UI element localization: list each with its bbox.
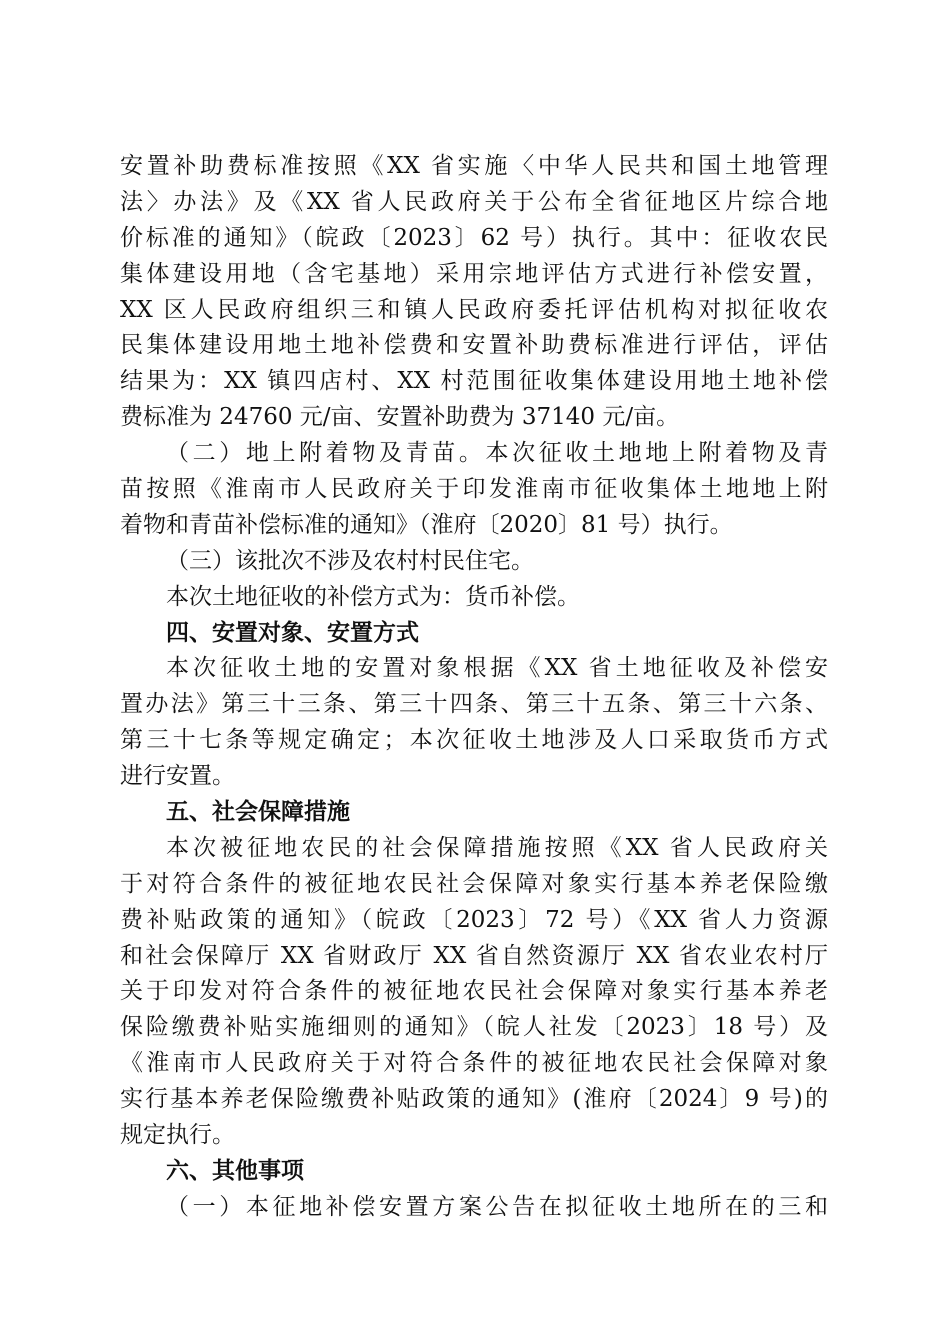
paragraph-line: 着物和青苗补偿标准的通知》（淮府〔2020〕81 号）执行。 — [120, 511, 733, 538]
paragraph-line: 民集体建设用地土地补偿费和安置补助费标准进行评估，评估 — [120, 332, 828, 359]
paragraph-line: 关于印发对符合条件的被征地农民社会保障对象实行基本养老 — [120, 978, 828, 1005]
paragraph-line: 集体建设用地（含宅基地）采用宗地评估方式进行补偿安置， — [120, 260, 828, 287]
paragraph-line: 于对符合条件的被征地农民社会保障对象实行基本养老保险缴 — [120, 870, 828, 897]
paragraph-line: 实行基本养老保险缴费补贴政策的通知》(淮府〔2024〕9 号)的 — [120, 1086, 828, 1113]
paragraph-line: 价标准的通知》（皖政〔2023〕62 号）执行。其中：征收农民 — [120, 224, 828, 251]
paragraph-line: 《淮南市人民政府关于对符合条件的被征地农民社会保障对象 — [120, 1050, 828, 1077]
paragraph-line: 和社会保障厅 XX 省财政厅 XX 省自然资源厅 XX 省农业农村厅 — [120, 942, 828, 969]
paragraph-line: 费补贴政策的通知》（皖政〔2023〕72 号）《XX 省人力资源 — [120, 906, 828, 933]
paragraph-line: 结果为：XX 镇四店村、XX 村范围征收集体建设用地土地补偿 — [120, 368, 828, 395]
paragraph-line: 费标准为 24760 元/亩、安置补助费为 37140 元/亩。 — [120, 404, 680, 431]
paragraph-line: （一）本征地补偿安置方案公告在拟征收土地所在的三和 — [166, 1193, 828, 1220]
paragraph-line: 本次征收土地的安置对象根据《XX 省土地征收及补偿安 — [166, 655, 828, 682]
paragraph-line: 保险缴费补贴实施细则的通知》（皖人社发〔2023〕18 号）及 — [120, 1014, 828, 1041]
section-heading: 六、其他事项 — [166, 1157, 304, 1184]
section-heading: 四、安置对象、安置方式 — [166, 619, 419, 646]
paragraph-line: XX 区人民政府组织三和镇人民政府委托评估机构对拟征收农 — [120, 296, 828, 323]
section-heading: 五、社会保障措施 — [166, 799, 350, 826]
paragraph-line: 规定执行。 — [120, 1122, 235, 1149]
paragraph-line: 苗按照《淮南市人民政府关于印发淮南市征收集体土地地上附 — [120, 476, 828, 503]
paragraph-line: （二）地上附着物及青苗。本次征收土地地上附着物及青 — [166, 440, 828, 467]
paragraph-line: 本次被征地农民的社会保障措施按照《XX 省人民政府关 — [166, 834, 828, 861]
paragraph-line: （三）该批次不涉及农村村民住宅。 — [166, 547, 534, 574]
document-page — [120, 149, 828, 1226]
paragraph-line: 法〉办法》及《XX 省人民政府关于公布全省征地区片综合地 — [120, 188, 828, 215]
paragraph-line: 进行安置。 — [120, 763, 235, 790]
paragraph-line: 第三十七条等规定确定；本次征收土地涉及人口采取货币方式 — [120, 727, 828, 754]
paragraph-line: 本次土地征收的补偿方式为：货币补偿。 — [166, 583, 580, 610]
paragraph-line: 置办法》第三十三条、第三十四条、第三十五条、第三十六条、 — [120, 691, 828, 718]
paragraph-line: 安置补助费标准按照《XX 省实施〈中华人民共和国土地管理 — [120, 153, 828, 179]
